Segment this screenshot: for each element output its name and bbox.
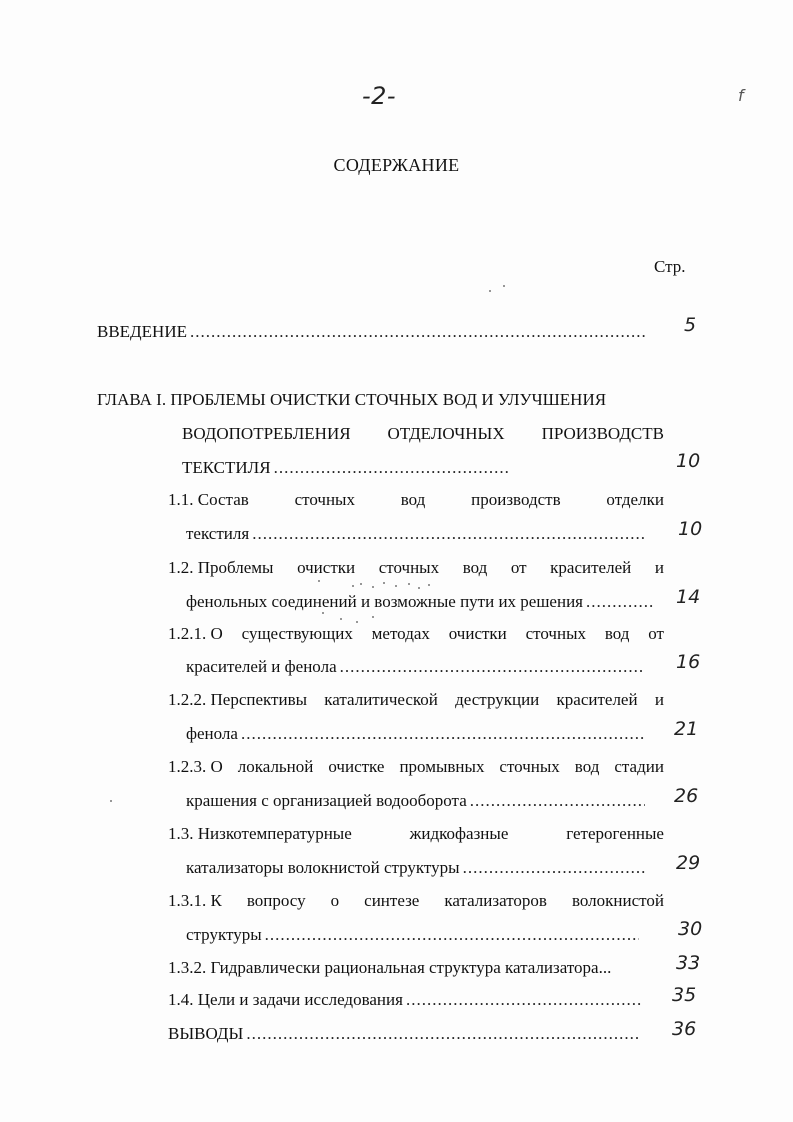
toc-page-1-4: 35 (672, 984, 697, 1006)
toc-page-conclusions: 36 (672, 1018, 697, 1040)
word: сточных (294, 490, 355, 509)
toc-1-2-2-line1 (168, 690, 664, 710)
word: 1.1. Состав (168, 490, 249, 509)
word: ПРОИЗВОДСТВ (541, 424, 664, 443)
dot-leader (470, 791, 645, 811)
toc-chapter1-line2 (182, 424, 664, 444)
word: отделки (606, 490, 664, 509)
word: ВОДОПОТРЕБЛЕНИЯ (182, 424, 351, 443)
dot-leader (463, 858, 645, 878)
toc-1-2-line1 (168, 558, 664, 578)
word: красителей (556, 690, 638, 709)
toc-chapter1-line1: ГЛАВА I. ПРОБЛЕМЫ ОЧИСТКИ СТОЧНЫХ ВОД И УЛУЧШЕНИЯ (97, 390, 607, 409)
toc-entry-intro (97, 322, 649, 342)
word: от (648, 624, 664, 643)
toc-label: фенола (186, 724, 238, 743)
toc-label: фенольных соединений и возможные пути их решения (186, 592, 583, 611)
toc-1-2-line2 (186, 592, 656, 612)
dot-leader (274, 458, 511, 478)
toc-page-1-3: 29 (676, 852, 701, 874)
word: сточных (378, 558, 440, 577)
word: 1.2.3. О (168, 757, 223, 776)
toc-page-1-3-1: 30 (678, 918, 703, 940)
word: очистки (448, 624, 507, 643)
word: сточных (499, 757, 560, 776)
toc-page-1-2: 14 (676, 586, 701, 608)
toc-page-1-1: 10 (678, 518, 703, 540)
toc-1-3-line1 (168, 824, 664, 844)
toc-1-3-line2 (186, 858, 648, 878)
toc-page-1-3-2: 33 (676, 952, 701, 974)
word: производств (471, 490, 561, 509)
toc-label: катализаторы волокнистой структуры (186, 858, 460, 877)
toc-label: красителей и фенола (186, 657, 337, 676)
dot-leader (246, 1024, 641, 1044)
word: гетерогенные (566, 824, 664, 843)
toc-1-1-line1 (168, 490, 664, 510)
word: 1.3. Низкотемпературные (168, 824, 352, 843)
toc-1-2-2-line2 (186, 724, 648, 744)
toc-label: 1.4. Цели и задачи исследования (168, 990, 403, 1009)
toc-1-1-line2 (186, 524, 648, 544)
toc-page-chapter1: 10 (676, 450, 701, 472)
word: методах (371, 624, 430, 643)
dot-leader (265, 925, 639, 945)
word: вод (574, 757, 600, 776)
toc-label: ВВЕДЕНИЕ (97, 322, 187, 341)
handwritten-page-number: -2- (362, 82, 397, 110)
word: и (654, 558, 664, 577)
toc-1-2-3-line2 (186, 791, 648, 811)
word: и (654, 690, 664, 709)
dot-leader (241, 724, 645, 744)
word: существующих (241, 624, 353, 643)
word: локальной (237, 757, 314, 776)
word: от (510, 558, 527, 577)
word: жидкофазные (409, 824, 509, 843)
toc-page-1-2-1: 16 (676, 651, 701, 673)
word: вопросу (246, 891, 306, 910)
page-column-header: Стр. (654, 257, 686, 276)
word: 1.2.2. Перспективы (168, 690, 308, 709)
toc-1-4 (168, 990, 646, 1010)
word: о (330, 891, 340, 910)
word: 1.2.1. О (168, 624, 223, 643)
toc-1-3-1-line2 (186, 925, 642, 945)
toc-page-1-2-3: 26 (674, 785, 699, 807)
word: вод (462, 558, 488, 577)
toc-label: структуры (186, 925, 262, 944)
toc-label: крашения с организацией водооборота (186, 791, 467, 810)
word: 1.3.1. К (168, 891, 222, 910)
toc-chapter1-line3 (182, 458, 514, 478)
dot-leader (406, 990, 643, 1010)
toc-label: ВЫВОДЫ (168, 1024, 244, 1043)
word: сточных (525, 624, 587, 643)
word: синтезе (364, 891, 420, 910)
toc-page-1-2-2: 21 (674, 718, 699, 740)
word: очистке (328, 757, 385, 776)
word: 1.2. Проблемы (168, 558, 274, 577)
word: вод (400, 490, 426, 509)
dot-leader (190, 322, 646, 342)
toc-1-3-2: 1.3.2. Гидравлически рациональная структура катализатора... (168, 958, 612, 977)
dot-leader (252, 524, 645, 544)
word: промывных (399, 757, 485, 776)
word: стадии (614, 757, 664, 776)
page-title: СОДЕРЖАНИЕ (333, 155, 460, 175)
toc-1-2-3-line1 (168, 757, 664, 777)
toc-label: текстиля (186, 524, 250, 543)
toc-1-2-1-line1 (168, 624, 664, 644)
corner-mark: f (738, 86, 745, 105)
word: вод (604, 624, 630, 643)
word: красителей (550, 558, 632, 577)
word: каталитической (324, 690, 438, 709)
dot-leader (586, 592, 653, 612)
word: катализаторов (444, 891, 547, 910)
toc-1-3-1-line1 (168, 891, 664, 911)
toc-page-intro: 5 (684, 314, 697, 336)
word: деструкции (455, 690, 540, 709)
toc-label: ТЕКСТИЛЯ (182, 458, 271, 477)
toc-1-2-1-line2 (186, 657, 648, 677)
word: ОТДЕЛОЧНЫХ (387, 424, 505, 443)
toc-conclusions (168, 1024, 644, 1044)
word: волокнистой (571, 891, 664, 910)
word: очистки (297, 558, 356, 577)
dot-leader (340, 657, 645, 677)
